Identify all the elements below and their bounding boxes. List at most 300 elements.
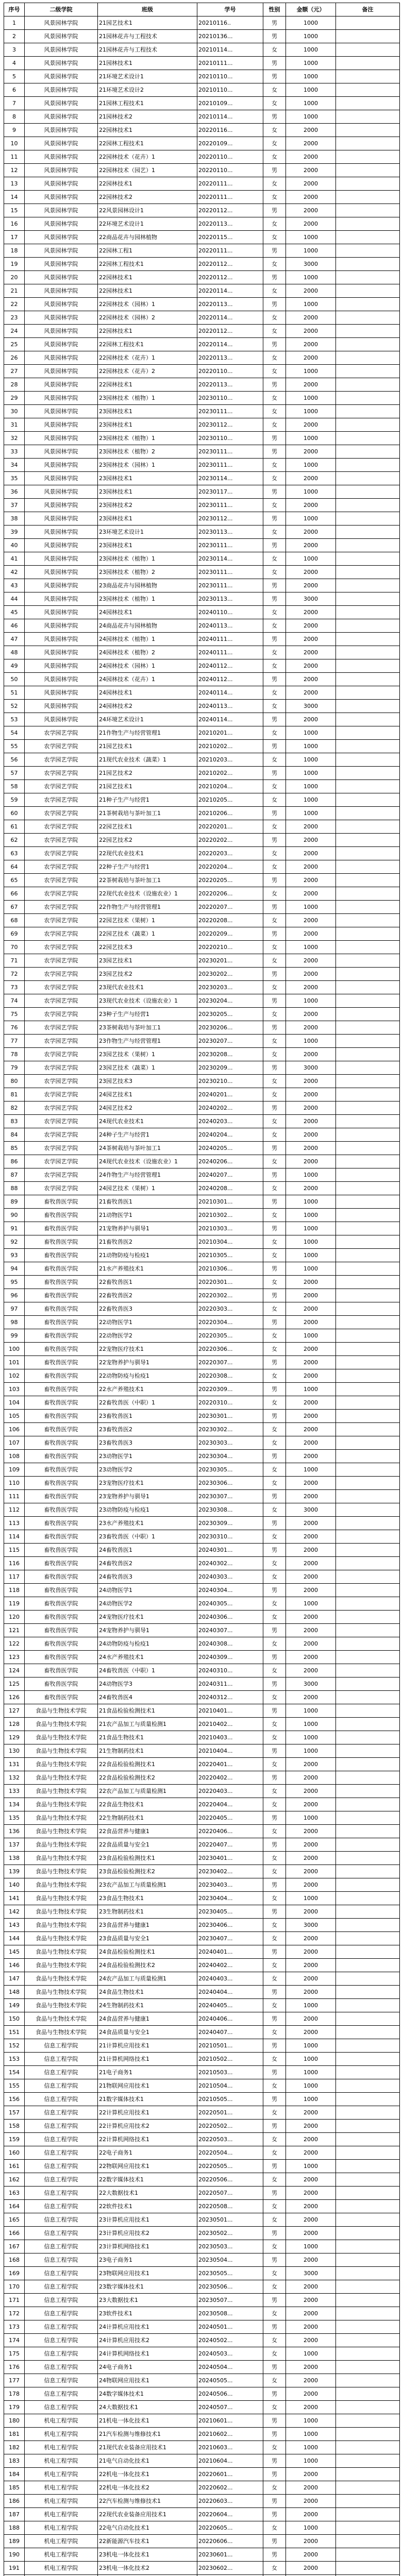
cell-remark <box>336 1356 400 1369</box>
cell-index: 38 <box>4 512 25 526</box>
cell-class: 23园林技术（植物）1 <box>98 432 197 445</box>
table-row <box>4 1691 400 1704</box>
cell-index: 49 <box>4 659 25 673</box>
table-row <box>4 217 400 231</box>
cell-index: 164 <box>4 2200 25 2213</box>
cell-student-id: 20210136... <box>197 30 263 43</box>
cell-student-id: 20240506... <box>197 2387 263 2401</box>
cell-index: 35 <box>4 472 25 485</box>
table-row <box>4 2187 400 2200</box>
cell-college: 畜牧兽医学院 <box>25 1262 98 1276</box>
cell-index: 1 <box>4 16 25 30</box>
cell-college: 风景园林学院 <box>25 606 98 619</box>
cell-index: 184 <box>4 2468 25 2481</box>
cell-amount: 2000 <box>286 2334 336 2347</box>
table-row <box>4 1383 400 1396</box>
cell-amount: 3000 <box>286 1677 336 1691</box>
cell-index: 96 <box>4 1289 25 1302</box>
cell-class: 23动物医学1 <box>98 1450 197 1463</box>
cell-gender: 女 <box>263 1343 286 1356</box>
cell-student-id: 20220304... <box>197 1316 263 1329</box>
cell-amount: 2000 <box>286 2173 336 2187</box>
cell-gender: 女 <box>263 2026 286 2039</box>
cell-college: 农学园艺学院 <box>25 847 98 860</box>
cell-gender: 男 <box>263 2187 286 2200</box>
cell-class: 22园林技术1 <box>98 124 197 137</box>
cell-amount: 1000 <box>286 365 336 378</box>
cell-class: 24宠物医疗技术1 <box>98 1611 197 1624</box>
cell-student-id: 20210110... <box>197 83 263 97</box>
cell-class: 24园林技术（花卉）1 <box>98 673 197 686</box>
cell-amount: 1000 <box>286 1209 336 1222</box>
header-college: 二级学院 <box>25 3 98 16</box>
cell-amount: 2000 <box>286 1410 336 1423</box>
table-row <box>4 2253 400 2267</box>
cell-remark <box>336 2039 400 2053</box>
table-row <box>4 901 400 914</box>
cell-remark <box>336 110 400 124</box>
cell-gender: 女 <box>263 124 286 137</box>
cell-gender: 男 <box>263 1811 286 1825</box>
cell-index: 34 <box>4 459 25 472</box>
cell-class: 22水产养殖技术1 <box>98 1383 197 1396</box>
cell-class: 21农产品加工与质量检测1 <box>98 1718 197 1731</box>
cell-student-id: 20240114... <box>197 713 263 726</box>
cell-college: 农学园艺学院 <box>25 726 98 740</box>
cell-class: 21计算机网络技术1 <box>98 2053 197 2066</box>
table-row <box>4 191 400 204</box>
cell-student-id: 20240202... <box>197 1101 263 1115</box>
cell-remark <box>336 2200 400 2213</box>
cell-amount: 2000 <box>286 1343 336 1356</box>
table-row <box>4 606 400 619</box>
cell-index: 88 <box>4 1182 25 1195</box>
cell-college: 机电工程学院 <box>25 2481 98 2495</box>
cell-college: 食品与生物技术学院 <box>25 1905 98 1919</box>
table-row <box>4 432 400 445</box>
cell-college: 信息工程学院 <box>25 2187 98 2200</box>
cell-student-id: 20210601... <box>197 2414 263 2428</box>
cell-college: 信息工程学院 <box>25 2133 98 2146</box>
cell-remark <box>336 405 400 418</box>
cell-amount: 1000 <box>286 767 336 780</box>
cell-college: 畜牧兽医学院 <box>25 1302 98 1316</box>
cell-student-id: 20230201... <box>197 954 263 968</box>
cell-index: 172 <box>4 2307 25 2320</box>
cell-index: 127 <box>4 1704 25 1718</box>
cell-gender: 男 <box>263 1142 286 1155</box>
cell-student-id: 20240304... <box>197 1584 263 1597</box>
cell-college: 风景园林学院 <box>25 284 98 298</box>
cell-index: 6 <box>4 83 25 97</box>
cell-amount: 1000 <box>286 2053 336 2066</box>
cell-amount: 2000 <box>286 1664 336 1677</box>
cell-amount: 1000 <box>286 2347 336 2361</box>
cell-remark <box>336 1302 400 1316</box>
cell-class: 24畜牧兽医1 <box>98 1544 197 1557</box>
cell-college: 风景园林学院 <box>25 392 98 405</box>
table-row <box>4 793 400 807</box>
cell-gender: 女 <box>263 1182 286 1195</box>
cell-student-id: 20220303... <box>197 1302 263 1316</box>
cell-amount: 2000 <box>286 968 336 981</box>
cell-college: 风景园林学院 <box>25 566 98 579</box>
cell-remark <box>336 968 400 981</box>
cell-gender: 男 <box>263 1222 286 1235</box>
table-row <box>4 2508 400 2521</box>
cell-college: 风景园林学院 <box>25 526 98 539</box>
cell-college: 风景园林学院 <box>25 338 98 351</box>
cell-student-id: 20240112... <box>197 659 263 673</box>
cell-college: 信息工程学院 <box>25 2387 98 2401</box>
cell-class: 22宠物养护与驯导1 <box>98 1356 197 1369</box>
cell-amount: 1000 <box>286 2454 336 2468</box>
table-row <box>4 1222 400 1235</box>
cell-student-id: 20220403... <box>197 1785 263 1798</box>
cell-index: 75 <box>4 1008 25 1021</box>
cell-index: 165 <box>4 2213 25 2227</box>
cell-student-id: 20220113... <box>197 378 263 392</box>
cell-remark <box>336 1155 400 1168</box>
cell-amount: 1000 <box>286 2160 336 2173</box>
cell-college: 风景园林学院 <box>25 164 98 177</box>
cell-student-id: 20210201... <box>197 726 263 740</box>
table-row <box>4 16 400 30</box>
cell-gender: 女 <box>263 1999 286 2012</box>
cell-college: 畜牧兽医学院 <box>25 1383 98 1396</box>
cell-amount: 2000 <box>286 2146 336 2160</box>
cell-class: 22现代农业技术1 <box>98 847 197 860</box>
cell-gender: 男 <box>263 298 286 311</box>
cell-remark <box>336 1624 400 1637</box>
cell-amount: 1000 <box>286 512 336 526</box>
cell-gender: 女 <box>263 2441 286 2454</box>
cell-student-id: 20220114... <box>197 284 263 298</box>
cell-gender: 女 <box>263 1008 286 1021</box>
table-row <box>4 1758 400 1771</box>
header-amount: 金额（元） <box>286 3 336 16</box>
cell-gender: 女 <box>263 2146 286 2160</box>
cell-class: 21数字媒体技术1 <box>98 2093 197 2106</box>
table-row <box>4 1945 400 1959</box>
cell-college: 风景园林学院 <box>25 552 98 566</box>
table-row <box>4 592 400 606</box>
table-row <box>4 1852 400 1865</box>
cell-gender: 女 <box>263 981 286 994</box>
cell-amount: 2000 <box>286 1771 336 1785</box>
cell-student-id: 20220114... <box>197 311 263 325</box>
cell-index: 9 <box>4 124 25 137</box>
cell-college: 食品与生物技术学院 <box>25 1878 98 1892</box>
cell-college: 食品与生物技术学院 <box>25 1865 98 1878</box>
cell-class: 22园林技术（花卉）2 <box>98 365 197 378</box>
cell-index: 86 <box>4 1155 25 1168</box>
cell-college: 风景园林学院 <box>25 137 98 150</box>
cell-college: 机电工程学院 <box>25 2521 98 2535</box>
cell-student-id: 20220209... <box>197 927 263 941</box>
cell-class: 22园艺技术（蔬菜）1 <box>98 927 197 941</box>
cell-gender: 女 <box>263 1436 286 1450</box>
cell-class: 24环境艺术设计1 <box>98 713 197 726</box>
cell-amount: 2000 <box>286 659 336 673</box>
cell-remark <box>336 164 400 177</box>
cell-college: 机电工程学院 <box>25 2428 98 2441</box>
cell-index: 36 <box>4 485 25 499</box>
cell-college: 农学园艺学院 <box>25 1075 98 1088</box>
cell-index: 140 <box>4 1878 25 1892</box>
cell-student-id: 20240111... <box>197 633 263 646</box>
table-row <box>4 1490 400 1503</box>
cell-index: 73 <box>4 981 25 994</box>
cell-remark <box>336 1369 400 1383</box>
cell-college: 机电工程学院 <box>25 2454 98 2468</box>
cell-class: 22园林技术2 <box>98 191 197 204</box>
cell-gender: 女 <box>263 1691 286 1704</box>
cell-index: 55 <box>4 740 25 753</box>
cell-index: 11 <box>4 150 25 164</box>
cell-college: 畜牧兽医学院 <box>25 1195 98 1209</box>
cell-class: 22生物制药技术1 <box>98 1811 197 1825</box>
table-row <box>4 1503 400 1517</box>
cell-remark <box>336 1811 400 1825</box>
cell-student-id: 20240113... <box>197 700 263 713</box>
cell-student-id: 20220111... <box>197 177 263 191</box>
cell-college: 食品与生物技术学院 <box>25 1811 98 1825</box>
cell-index: 101 <box>4 1356 25 1369</box>
cell-index: 142 <box>4 1905 25 1919</box>
cell-gender: 男 <box>263 110 286 124</box>
cell-class: 22种子生产与经营1 <box>98 860 197 874</box>
cell-gender: 女 <box>263 418 286 432</box>
cell-college: 信息工程学院 <box>25 2361 98 2374</box>
cell-amount: 1000 <box>286 244 336 258</box>
cell-college: 信息工程学院 <box>25 2079 98 2093</box>
cell-gender: 女 <box>263 97 286 110</box>
cell-index: 33 <box>4 445 25 459</box>
cell-amount: 1000 <box>286 298 336 311</box>
cell-remark <box>336 1544 400 1557</box>
cell-index: 155 <box>4 2079 25 2093</box>
table-row <box>4 659 400 673</box>
cell-student-id: 20220402... <box>197 1771 263 1785</box>
cell-amount: 1000 <box>286 1383 336 1396</box>
cell-amount: 3000 <box>286 1919 336 1932</box>
cell-gender: 男 <box>263 512 286 526</box>
cell-class: 24园艺技术2 <box>98 1101 197 1115</box>
cell-student-id: 20230202... <box>197 968 263 981</box>
cell-gender: 女 <box>263 1785 286 1798</box>
cell-index: 51 <box>4 686 25 700</box>
cell-class: 22园艺技术2 <box>98 834 197 847</box>
cell-remark <box>336 2106 400 2120</box>
table-row <box>4 2454 400 2468</box>
cell-college: 风景园林学院 <box>25 124 98 137</box>
cell-student-id: 20240207... <box>197 1168 263 1182</box>
cell-college: 风景园林学院 <box>25 30 98 43</box>
cell-gender: 男 <box>263 1061 286 1075</box>
cell-college: 农学园艺学院 <box>25 860 98 874</box>
cell-college: 畜牧兽医学院 <box>25 1410 98 1423</box>
cell-student-id: 20240505... <box>197 2374 263 2387</box>
cell-college: 信息工程学院 <box>25 2039 98 2053</box>
table-row <box>4 1838 400 1852</box>
cell-college: 信息工程学院 <box>25 2307 98 2320</box>
cell-gender: 女 <box>263 1852 286 1865</box>
table-row <box>4 271 400 284</box>
cell-remark <box>336 338 400 351</box>
cell-student-id: 20240405... <box>197 1999 263 2012</box>
cell-remark <box>336 1035 400 1048</box>
cell-gender: 男 <box>263 994 286 1008</box>
cell-class: 24园林技术2 <box>98 700 197 713</box>
cell-class: 21园艺技术1 <box>98 780 197 793</box>
cell-student-id: 20240311... <box>197 1677 263 1691</box>
cell-amount: 2000 <box>286 338 336 351</box>
cell-college: 农学园艺学院 <box>25 968 98 981</box>
table-row <box>4 177 400 191</box>
cell-gender: 女 <box>263 954 286 968</box>
cell-college: 信息工程学院 <box>25 2320 98 2334</box>
cell-student-id: 20240114... <box>197 686 263 700</box>
cell-remark <box>336 70 400 83</box>
cell-class: 22电子商务1 <box>98 2146 197 2160</box>
cell-college: 农学园艺学院 <box>25 793 98 807</box>
cell-amount: 1000 <box>286 485 336 499</box>
cell-remark <box>336 780 400 793</box>
table-row <box>4 1008 400 1021</box>
cell-amount: 2000 <box>286 2387 336 2401</box>
table-row <box>4 820 400 834</box>
cell-amount: 2000 <box>286 2374 336 2387</box>
cell-college: 农学园艺学院 <box>25 994 98 1008</box>
cell-amount: 1000 <box>286 57 336 70</box>
cell-student-id: 20220201... <box>197 820 263 834</box>
cell-remark <box>336 124 400 137</box>
cell-index: 180 <box>4 2414 25 2428</box>
cell-remark <box>336 566 400 579</box>
cell-student-id: 20210110... <box>197 70 263 83</box>
cell-remark <box>336 1168 400 1182</box>
cell-amount: 1000 <box>286 459 336 472</box>
cell-gender: 女 <box>263 619 286 633</box>
cell-amount: 2000 <box>286 2320 336 2334</box>
cell-index: 134 <box>4 1798 25 1811</box>
table-row <box>4 150 400 164</box>
cell-remark <box>336 1142 400 1155</box>
cell-gender: 男 <box>263 1771 286 1785</box>
cell-amount: 2000 <box>286 2120 336 2133</box>
cell-remark <box>336 579 400 592</box>
cell-index: 111 <box>4 1490 25 1503</box>
cell-remark <box>336 1048 400 1061</box>
cell-gender: 男 <box>263 1624 286 1637</box>
cell-class: 21园艺技术2 <box>98 767 197 780</box>
cell-amount: 1000 <box>286 1262 336 1276</box>
cell-gender: 女 <box>263 1758 286 1771</box>
cell-college: 农学园艺学院 <box>25 1035 98 1048</box>
cell-class: 24畜牧兽医（中职）1 <box>98 1664 197 1677</box>
cell-remark <box>336 1785 400 1798</box>
cell-class: 21现代农业技术（蔬菜）1 <box>98 753 197 767</box>
cell-amount: 2000 <box>286 1021 336 1035</box>
cell-index: 176 <box>4 2361 25 2374</box>
cell-college: 食品与生物技术学院 <box>25 1986 98 1999</box>
cell-student-id: 20240310... <box>197 1664 263 1677</box>
table-row <box>4 1128 400 1142</box>
cell-index: 66 <box>4 887 25 901</box>
cell-gender: 男 <box>263 338 286 351</box>
cell-index: 115 <box>4 1544 25 1557</box>
cell-gender: 男 <box>263 378 286 392</box>
cell-gender: 女 <box>263 1115 286 1128</box>
cell-index: 145 <box>4 1945 25 1959</box>
cell-student-id: 20230404... <box>197 1892 263 1905</box>
cell-college: 信息工程学院 <box>25 2253 98 2267</box>
table-row <box>4 2387 400 2401</box>
cell-college: 风景园林学院 <box>25 646 98 659</box>
cell-student-id: 20240507... <box>197 2401 263 2414</box>
cell-class: 22动物防疫与检疫1 <box>98 1369 197 1383</box>
cell-college: 机电工程学院 <box>25 2441 98 2454</box>
cell-index: 98 <box>4 1316 25 1329</box>
cell-remark <box>336 2012 400 2026</box>
cell-index: 136 <box>4 1825 25 1838</box>
cell-college: 食品与生物技术学院 <box>25 1798 98 1811</box>
cell-remark <box>336 726 400 740</box>
cell-amount: 2000 <box>286 2361 336 2374</box>
cell-remark <box>336 1436 400 1450</box>
cell-amount: 1000 <box>286 1195 336 1209</box>
cell-class: 23园林技术（植物）1 <box>98 592 197 606</box>
cell-class: 24计算机网络技术1 <box>98 2347 197 2361</box>
cell-remark <box>336 244 400 258</box>
cell-student-id: 20220202... <box>197 834 263 847</box>
cell-remark <box>336 2320 400 2334</box>
cell-college: 风景园林学院 <box>25 378 98 392</box>
cell-index: 74 <box>4 994 25 1008</box>
cell-remark <box>336 1932 400 1945</box>
cell-remark <box>336 2307 400 2320</box>
table-row <box>4 1637 400 1651</box>
table-row <box>4 780 400 793</box>
cell-college: 畜牧兽医学院 <box>25 1477 98 1490</box>
cell-college: 农学园艺学院 <box>25 767 98 780</box>
table-row <box>4 579 400 592</box>
cell-college: 信息工程学院 <box>25 2093 98 2106</box>
cell-remark <box>336 2374 400 2387</box>
cell-class: 23园林技术（植物）2 <box>98 566 197 579</box>
cell-index: 67 <box>4 901 25 914</box>
cell-index: 124 <box>4 1664 25 1677</box>
cell-index: 163 <box>4 2187 25 2200</box>
cell-college: 畜牧兽医学院 <box>25 1235 98 1249</box>
cell-gender: 男 <box>263 592 286 606</box>
cell-amount: 2000 <box>286 2253 336 2267</box>
cell-remark <box>336 887 400 901</box>
cell-class: 24动物医学2 <box>98 1597 197 1611</box>
cell-index: 154 <box>4 2066 25 2079</box>
cell-index: 72 <box>4 968 25 981</box>
cell-amount: 3000 <box>286 258 336 271</box>
cell-college: 畜牧兽医学院 <box>25 1637 98 1651</box>
cell-remark <box>336 1530 400 1544</box>
cell-gender: 女 <box>263 284 286 298</box>
cell-class: 22动物医学1 <box>98 1316 197 1329</box>
cell-remark <box>336 526 400 539</box>
table-row <box>4 1276 400 1289</box>
cell-remark <box>336 2535 400 2548</box>
cell-student-id: 20230503... <box>197 2240 263 2253</box>
